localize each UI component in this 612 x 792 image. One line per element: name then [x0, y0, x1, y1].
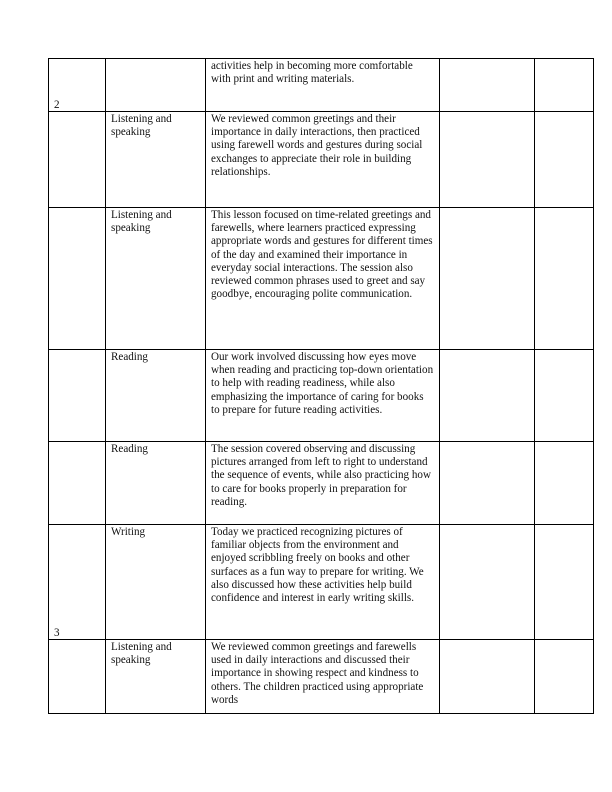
week-cell: 2 — [49, 112, 106, 208]
empty-cell-5 — [535, 59, 594, 112]
empty-cell-5 — [535, 112, 594, 208]
empty-cell-5 — [535, 640, 594, 714]
week-cell: 3 — [49, 640, 106, 714]
table-row — [49, 208, 594, 350]
strand-cell — [106, 59, 206, 112]
table-row — [49, 442, 594, 525]
empty-cell-5 — [535, 350, 594, 442]
description-cell: This lesson focused on time-related greetings and farewells, where learners practiced expressing appropriate words and gestures for different times of the day and examined their importance in everyday social interactions. The session also reviewed common phrases used to greet and say goodbye, encouraging polite communication. — [206, 208, 440, 350]
strand-cell: Writing — [106, 525, 206, 640]
strand-cell: Listening and speaking — [106, 112, 206, 208]
week-cell — [49, 442, 106, 525]
empty-cell-4 — [440, 525, 535, 640]
description-cell: We reviewed common greetings and their importance in daily interactions, then practiced using farewell words and gestures during social exchanges to appreciate their role in building relationships. — [206, 112, 440, 208]
table-row — [49, 59, 594, 112]
table-row — [49, 350, 594, 442]
strand-cell: Reading — [106, 442, 206, 525]
empty-cell-4 — [440, 640, 535, 714]
empty-cell-4 — [440, 59, 535, 112]
strand-cell: Listening and speaking — [106, 208, 206, 350]
empty-cell-4 — [440, 442, 535, 525]
table-row — [49, 640, 594, 714]
week-cell — [49, 525, 106, 640]
empty-cell-5 — [535, 208, 594, 350]
strand-cell: Listening and speaking — [106, 640, 206, 714]
empty-cell-4 — [440, 208, 535, 350]
description-cell: Our work involved discussing how eyes move when reading and practicing top-down orientation to help with reading readiness, while also emphasizing the importance of caring for books to prepare for future reading activities. — [206, 350, 440, 442]
description-cell: activities help in becoming more comfortable with print and writing materials. — [206, 59, 440, 112]
description-cell: We reviewed common greetings and farewells used in daily interactions and discussed their importance in showing respect and kindness to others. The children practiced using appropriate words — [206, 640, 440, 714]
lesson-record-table — [48, 58, 594, 714]
empty-cell-5 — [535, 525, 594, 640]
week-cell — [49, 208, 106, 350]
table-row — [49, 525, 594, 640]
description-cell: The session covered observing and discussing pictures arranged from left to right to understand the sequence of events, while also practicing how to care for books properly in preparation for reading. — [206, 442, 440, 525]
empty-cell-4 — [440, 112, 535, 208]
strand-cell: Reading — [106, 350, 206, 442]
empty-cell-5 — [535, 442, 594, 525]
week-cell — [49, 350, 106, 442]
empty-cell-4 — [440, 350, 535, 442]
table-row — [49, 112, 594, 208]
description-cell: Today we practiced recognizing pictures of familiar objects from the environment and enjoyed scribbling freely on books and other surfaces as a fun way to prepare for writing. We also discussed how these activities help build confidence and interest in early writing skills. — [206, 525, 440, 640]
